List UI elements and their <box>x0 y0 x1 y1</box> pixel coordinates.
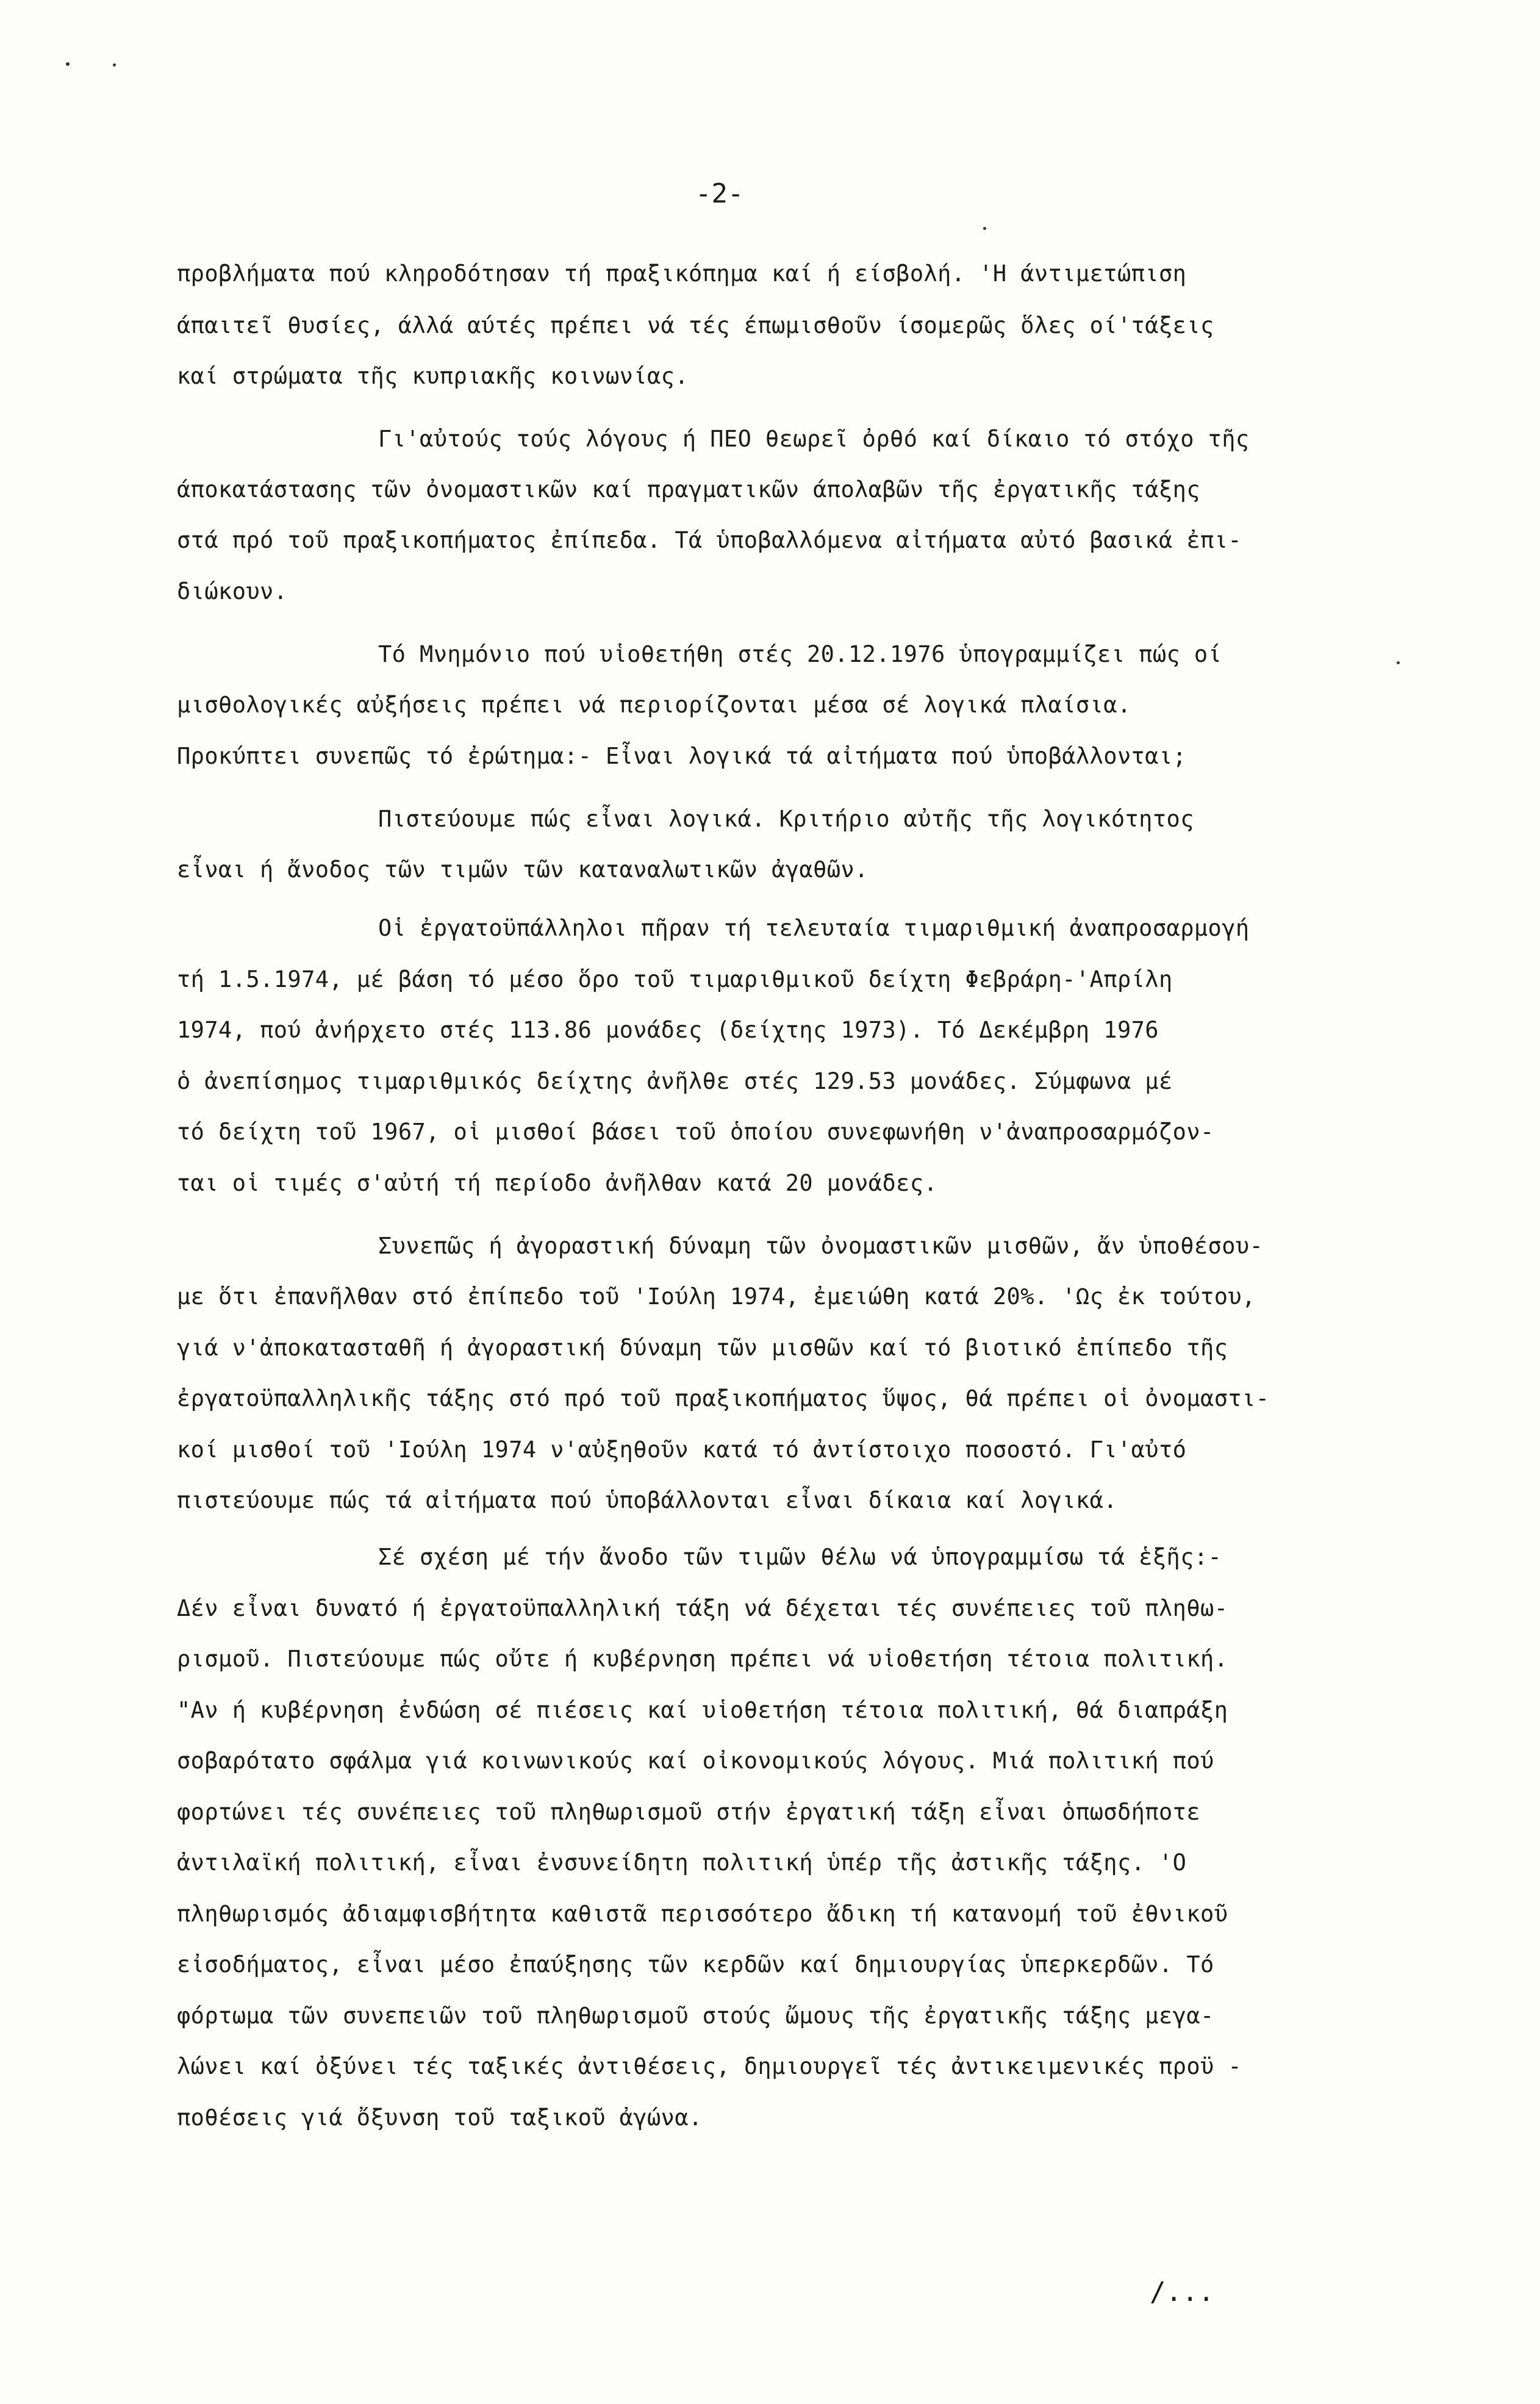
continuation-marker: /... <box>1150 2277 1214 2308</box>
text-line: Προκύπτει συνεπῶς τό ἐρώτημα:- Εἶναι λογικά τά αἰτήματα πού ὑποβάλλονται; <box>177 743 1187 769</box>
page-number: -2- <box>695 178 744 209</box>
text-line: ποθέσεις γιά ὄξυνση τοῦ ταξικοῦ ἀγώνα. <box>177 2104 703 2131</box>
text-line: εἶναι ή ἄνοδος τῶν τιμῶν τῶν καταναλωτικῶν ἀγαθῶν. <box>177 856 868 883</box>
text-line: τό δείχτη τοῦ 1967, οἱ μισθοί βάσει τοῦ ὁποίου συνεφωνήθη ν'ἀναπροσαρμόζον- <box>177 1119 1214 1145</box>
text-line: ἀντιλαϊκή πολιτική, εἶναι ἐνσυνείδητη πολιτική ὑπέρ τῆς ἀστικῆς τάξης. 'Ο <box>177 1850 1187 1876</box>
text-line: πιστεύουμε πώς τά αἰτήματα πού ὑποβάλλονται εἶναι δίκαια καί λογικά. <box>177 1487 1117 1513</box>
text-line: άποκατάστασης τῶν ὀνομαστικῶν καί πραγματικῶν άπολαβῶν τῆς ἐργατικῆς τάξης <box>177 476 1201 503</box>
scan-speck <box>983 227 986 230</box>
text-line: σοβαρότατο σφάλμα γιά κοινωνικούς καί οἰκονομικούς λόγους. Μιά πολιτική πού <box>177 1748 1214 1774</box>
text-line: Γι'αὐτούς τούς λόγους ή ΠΕΟ θεωρεῖ ὀρθό καί δίκαιο τό στόχο τῆς <box>378 426 1250 452</box>
text-line: πληθωρισμός ἀδιαμφισβήτητα καθιστᾶ περισσότερο ἄδικη τή κατανομή τοῦ ἐθνικοῦ <box>177 1901 1228 1927</box>
text-line: Οἱ ἐργατοϋπάλληλοι πῆραν τή τελευταία τιμαριθμική ἀναπροσαρμογή <box>378 915 1250 941</box>
text-line: τή 1.5.1974, μέ βάση τό μέσο ὅρο τοῦ τιμαριθμικοῦ δείχτη Φεβράρη-'Απρίλη <box>177 966 1173 992</box>
text-line: λώνει καί ὀξύνει τές ταξικές ἀντιθέσεις, δημιουργεῖ τές ἀντικειμενικές προϋ - <box>177 2053 1242 2079</box>
text-line: κοί μισθοί τοῦ 'Ιούλη 1974 ν'αὐξηθοῦν κατά τό ἀντίστοιχο ποσοστό. Γι'αὐτό <box>177 1437 1187 1463</box>
text-line: ἐργατοϋπαλληλικῆς τάξης στό πρό τοῦ πραξικοπήματος ὕψος, θά πρέπει οἱ ὀνομαστι- <box>177 1385 1270 1412</box>
text-line: ρισμοῦ. Πιστεύουμε πώς οὔτε ή κυβέρνηση πρέπει νά υἱοθετήση τέτοια πολιτική. <box>177 1646 1228 1672</box>
text-line: γιά ν'ἀποκατασταθῆ ή ἀγοραστική δύναμη τῶν μισθῶν καί τό βιοτικό ἐπίπεδο τῆς <box>177 1335 1228 1361</box>
scan-speck <box>1397 661 1400 664</box>
text-line: 1974, πού ἀνήρχετο στές 113.86 μονάδες (δείχτης 1973). Τό Δεκέμβρη 1976 <box>177 1017 1159 1043</box>
text-line: ὁ ἀνεπίσημος τιμαριθμικός δείχτης ἀνῆλθε στές 129.53 μονάδες. Σύμφωνα μέ <box>177 1068 1173 1094</box>
text-line: ται οἱ τιμές σ'αὐτή τή περίοδο ἀνῆλθαν κατά 20 μονάδες. <box>177 1170 938 1196</box>
text-line: Πιστεύουμε πώς εἶναι λογικά. Κριτήριο αὐτῆς τῆς λογικότητος <box>378 806 1194 832</box>
text-line: προβλήματα πού κληροδότησαν τή πραξικόπημα καί ή είσβολή. 'Η άντιμετώπιση <box>177 260 1187 287</box>
text-line: Δέν εἶναι δυνατό ή ἐργατοϋπαλληλική τάξη νά δέχεται τές συνέπειες τοῦ πληθω- <box>177 1595 1228 1621</box>
text-line: φόρτωμα τῶν συνεπειῶν τοῦ πληθωρισμοῦ στούς ὤμους τῆς ἐργατικῆς τάξης μεγα- <box>177 2003 1214 2029</box>
text-line: με ὅτι ἐπανῆλθαν στό ἐπίπεδο τοῦ 'Ιούλη 1974, ἐμειώθη κατά 20%. 'Ως ἐκ τούτου, <box>177 1283 1256 1310</box>
text-line: μισθολογικές αὐξήσεις πρέπει νά περιορίζονται μέσα σέ λογικά πλαίσια. <box>177 692 1131 718</box>
scan-speck <box>66 62 70 66</box>
text-line: φορτώνει τές συνέπειες τοῦ πληθωρισμοῦ στήν ἐργατική τάξη εἶναι ὁπωσδήποτε <box>177 1799 1201 1825</box>
text-line: Τό Μνημόνιο πού υἱοθετήθη στές 20.12.1976 ὑπογραμμίζει πώς οί <box>378 641 1222 667</box>
text-line: στά πρό τοῦ πραξικοπήματος ἐπίπεδα. Τά ὑποβαλλόμενα αἰτήματα αὐτό βασικά ἐπι- <box>177 527 1242 553</box>
text-line: διώκουν. <box>177 578 288 605</box>
text-line: άπαιτεῖ θυσίες, άλλά αύτές πρέπει νά τές έπωμισθοῦν ίσομερῶς ὅλες οί'τάξεις <box>177 312 1214 339</box>
text-line: Σέ σχέση μέ τήν ἄνοδο τῶν τιμῶν θέλω νά ὑπογραμμίσω τά ἑξῆς:- <box>378 1544 1222 1570</box>
text-line: Συνεπῶς ή ἀγοραστική δύναμη τῶν ὀνομαστικῶν μισθῶν, ἄν ὑποθέσου- <box>378 1233 1264 1259</box>
scan-speck <box>113 63 116 66</box>
text-line: καί στρώματα τῆς κυπριακῆς κοινωνίας. <box>177 363 689 389</box>
text-line: εἰσοδήματος, εἶναι μέσο ἐπαύξησης τῶν κερδῶν καί δημιουργίας ὑπερκερδῶν. Τό <box>177 1951 1214 1978</box>
text-line: "Αν ή κυβέρνηση ἐνδώση σέ πιέσεις καί υἱοθετήση τέτοια πολιτική, θά διαπράξη <box>177 1697 1228 1723</box>
